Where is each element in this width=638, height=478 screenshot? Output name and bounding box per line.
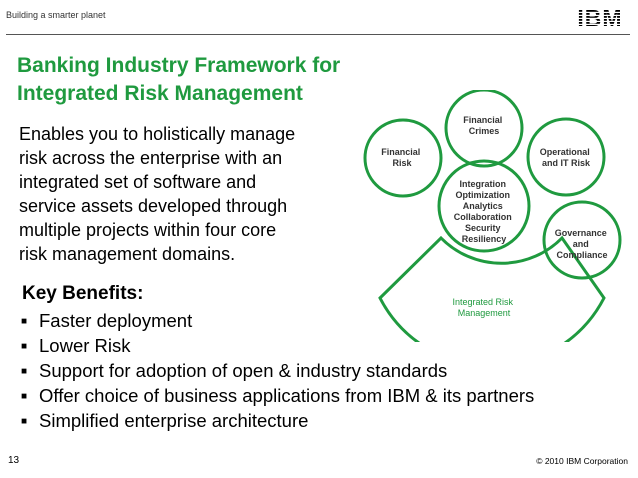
bullet-square-icon: ■ xyxy=(21,341,28,352)
financial-crimes-label: Financial Crimes xyxy=(463,115,503,136)
list-item xyxy=(20,308,534,333)
intro-line: multiple projects within four core xyxy=(19,220,277,240)
intro-line: integrated set of software and xyxy=(19,172,257,192)
ibm-logo xyxy=(576,4,624,30)
benefit-text: Simplified enterprise architecture xyxy=(39,410,309,431)
bullet-square-icon: ■ xyxy=(21,391,28,402)
integrated-risk-management-label: Integrated Risk Management xyxy=(452,297,514,318)
intro-line: risk across the enterprise with an xyxy=(19,148,283,168)
copyright: © 2010 IBM Corporation xyxy=(536,456,628,466)
benefit-text: Support for adoption of open & industry standards xyxy=(39,360,448,381)
intro-line: Enables you to holistically manage xyxy=(19,124,296,144)
bullet-square-icon: ■ xyxy=(21,316,28,327)
list-item xyxy=(20,383,534,408)
governance-label: Governance and Compliance xyxy=(554,228,608,260)
list-item xyxy=(20,333,534,358)
intro-line: risk management domains. xyxy=(19,244,236,264)
operational-label: Operational and IT Risk xyxy=(539,147,591,168)
bullet-square-icon: ■ xyxy=(21,366,28,377)
ibm-logo-text: IBM xyxy=(577,5,623,30)
intro-paragraph xyxy=(19,122,364,266)
operational-circle xyxy=(528,119,604,195)
list-item xyxy=(20,358,534,383)
benefit-text: Offer choice of business applications from IBM & its partners xyxy=(39,385,535,406)
benefit-text: Lower Risk xyxy=(39,335,131,356)
page-number: 13 xyxy=(8,455,20,466)
tagline: Building a smarter planet xyxy=(6,10,106,20)
intro-line: service assets developed through xyxy=(19,196,288,216)
benefits-list xyxy=(20,308,534,433)
bullet-square-icon: ■ xyxy=(21,416,28,427)
center-capabilities-label: Integration Optimization Analytics Collaboration Security Resiliency xyxy=(453,179,512,244)
list-item xyxy=(20,408,534,433)
risk-framework-diagram xyxy=(350,90,630,342)
benefit-text: Faster deployment xyxy=(39,310,193,331)
header-divider xyxy=(6,34,630,35)
financial-risk-label: Financial Risk xyxy=(381,147,421,168)
title-line-2: Integrated Risk Management xyxy=(17,82,303,105)
title-line-1: Banking Industry Framework for xyxy=(17,54,341,77)
key-benefits-heading: Key Benefits: xyxy=(22,283,144,304)
